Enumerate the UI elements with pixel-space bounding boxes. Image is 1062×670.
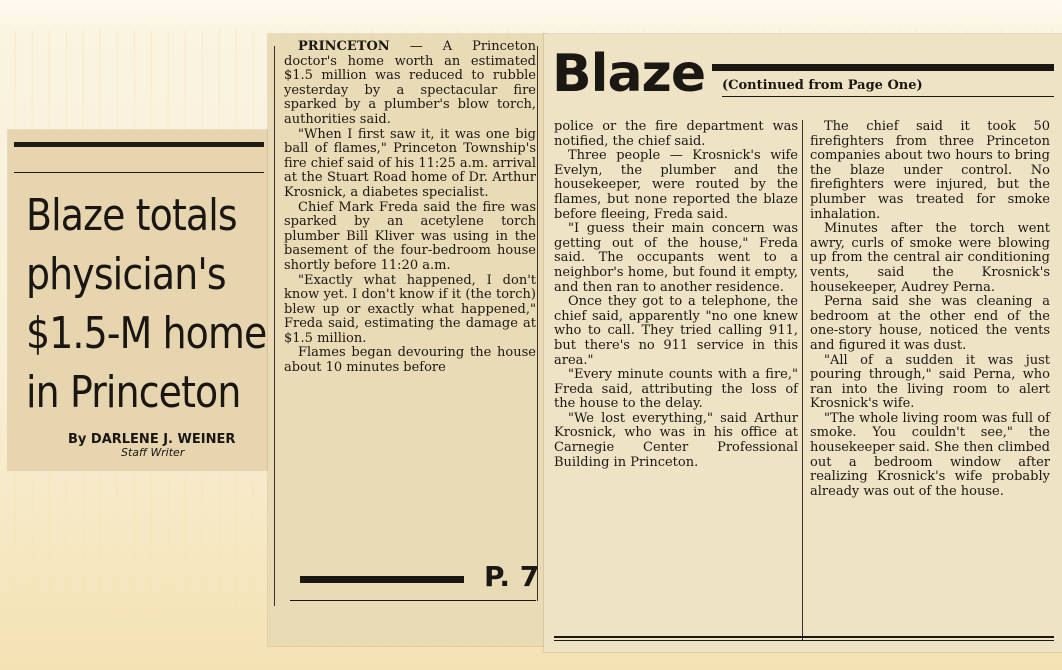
byline: By DARLENE J. WEINER <box>68 432 236 447</box>
jump-line <box>300 560 546 600</box>
headline-line: physician's <box>26 249 226 300</box>
background-top <box>0 0 1062 30</box>
paragraph: "Exactly what happened, I don't know yet. I don't know if it (the torch) blew up or exactly what happened," Freda said, estimating the damage at $1.5 million. <box>284 272 536 346</box>
paragraph: "I guess their main concern was getting out of the house," Freda said. The occupants went to a neighbor's home, but found it empty, and then ran to another residence. <box>554 221 798 295</box>
paragraph: Three people — Krosnick's wife Evelyn, the plumber and the housekeeper, were routed by the flames, but none reported the blaze before fleeing, Freda said. <box>554 148 798 222</box>
paragraph <box>284 40 536 128</box>
byline-role: Staff Writer <box>121 446 185 459</box>
continuation-headline-rule <box>712 64 1054 71</box>
paragraph: "We lost everything," said Arthur Krosnick, who was in his office at Carnegie Center Professional Building in Princeton. <box>554 410 798 470</box>
paragraph: "All of a sudden it was just pouring through," said Perna, who ran into the living room to alert Krosnick's wife. <box>810 352 1050 412</box>
continuation-headline: Blaze <box>552 44 706 104</box>
paragraph: Minutes after the torch went awry, curls of smoke were blowing up from the central air conditioning vents, said the Krosnick's housekeeper, Audrey Perna. <box>810 221 1050 295</box>
dateline: PRINCETON <box>298 39 390 54</box>
jump-page-label: P. 7 <box>484 560 540 593</box>
continued-label: (Continued from Page One) <box>722 78 923 93</box>
headline-line: Blaze totals <box>26 190 237 241</box>
continuation-bottom-rule <box>554 636 1054 638</box>
first-column-text <box>284 40 536 376</box>
paragraph: "The whole living room was full of smoke. You couldn't see," the housekeeper said. She then climbed out a bedroom window after realizing Krosnick's wife probably already was out of the house. <box>810 410 1050 499</box>
column-left-rule <box>274 46 275 606</box>
headline-line: $1.5-M home <box>26 308 267 359</box>
paragraph: police or the fire department was notified, the chief said. <box>554 119 798 149</box>
first-column-clipping <box>268 34 546 646</box>
headline-line: in Princeton <box>26 367 241 418</box>
column-divider <box>802 120 803 640</box>
paragraph: Chief Mark Freda said the fire was sparked by an acetylene torch plumber Bill Kliver was using in the basement of the four-bedroom house shortly before 11:20 a.m. <box>284 199 536 273</box>
paragraph-text: — A Princeton doctor's home worth an estimated $1.5 million was reduced to rubble yesterday by a spectacular fire sparked by a plumber's blow torch, authorities said. <box>284 39 536 127</box>
headline-thin-rule <box>14 172 264 173</box>
continuation-column-a <box>554 120 798 470</box>
article-headline <box>26 186 267 422</box>
continuation-clipping <box>544 34 1062 652</box>
paragraph: "Every minute counts with a fire," Freda said, attributing the loss of the house to the delay. <box>554 367 798 412</box>
continuation-bottom-rule-thin <box>554 640 1054 641</box>
headline-top-rule <box>14 142 264 147</box>
headline-clipping <box>8 130 270 470</box>
column-right-rule <box>537 46 538 601</box>
paragraph: Perna said she was cleaning a bedroom at the other end of the one-story house, noticed the vents and figured it was dust. <box>810 294 1050 353</box>
jump-bar <box>300 576 464 583</box>
continuation-column-b <box>810 120 1050 499</box>
column-bottom-rule <box>290 600 536 601</box>
continued-rule <box>722 96 1054 97</box>
paragraph: Flames began devouring the house about 10 minutes before <box>284 345 536 376</box>
paragraph: "When I first saw it, it was one big ball of flames," Princeton Township's fire chief said of his 11:25 a.m. arrival at the Stuart Road home of Dr. Arthur Krosnick, a diabetes specialist. <box>284 126 536 200</box>
paragraph: The chief said it took 50 firefighters from three Princeton companies about two hours to bring the blaze under control. No firefighters were injured, but the plumber was treated for smoke inhalation. <box>810 119 1050 222</box>
paragraph: Once they got to a telephone, the chief said, apparently "no one knew who to call. They tried calling 911, but there's no 911 service in this area." <box>554 294 798 368</box>
